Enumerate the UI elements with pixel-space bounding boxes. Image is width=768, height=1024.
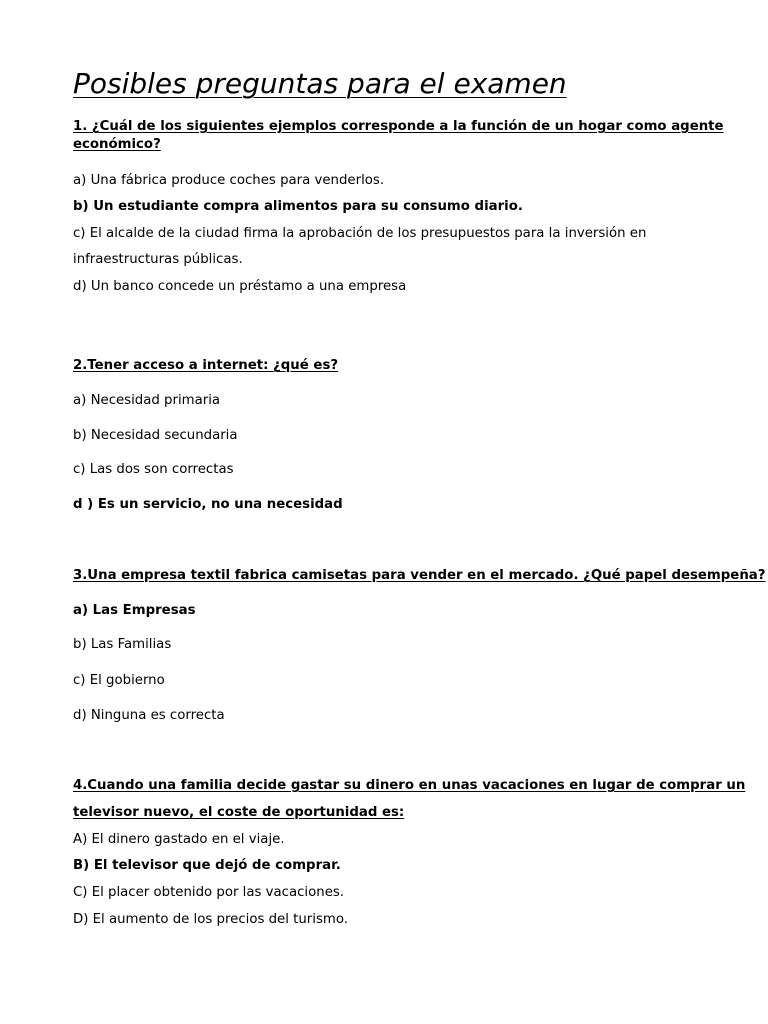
question-3-option-a-answer: a) Las Empresas (73, 603, 196, 618)
question-3-option-b: b) Las Familias (73, 637, 172, 652)
question-1-option-a: a) Una fábrica produce coches para venderlos. (73, 173, 385, 188)
question-1-text-line-2: económico? (73, 137, 161, 152)
question-4-option-c: C) El placer obtenido por las vacaciones. (73, 885, 345, 900)
page-title: Posibles preguntas para el examen (73, 67, 567, 100)
question-2-text: 2.Tener acceso a internet: ¿qué es? (73, 358, 339, 373)
question-1-text-line-1: 1. ¿Cuál de los siguientes ejemplos corresponde a la función de un hogar como agente (73, 119, 724, 134)
question-4-option-d: D) El aumento de los precios del turismo. (73, 912, 348, 927)
question-4-option-b-answer: B) El televisor que dejó de comprar. (73, 858, 341, 873)
question-2-option-a: a) Necesidad primaria (73, 393, 221, 408)
question-3-text: 3.Una empresa textil fabrica camisetas para vender en el mercado. ¿Qué papel desempeña? (73, 568, 766, 583)
question-2-option-d-answer: d ) Es un servicio, no una necesidad (73, 497, 343, 512)
question-1-option-c: c) El alcalde de la ciudad firma la aprobación de los presupuestos para la inversión en (73, 226, 647, 241)
question-4-text-line-1: 4.Cuando una familia decide gastar su dinero en unas vacaciones en lugar de comprar un (73, 778, 746, 793)
question-1-option-c-continued: infraestructuras públicas. (73, 252, 243, 267)
question-2-option-b: b) Necesidad secundaria (73, 428, 238, 443)
question-2-option-c: c) Las dos son correctas (73, 462, 234, 477)
question-4-option-a: A) El dinero gastado en el viaje. (73, 832, 285, 847)
question-1-option-d: d) Un banco concede un préstamo a una empresa (73, 279, 407, 294)
question-4-text-line-2: televisor nuevo, el coste de oportunidad es: (73, 805, 405, 820)
question-3-option-c: c) El gobierno (73, 673, 165, 688)
question-3-option-d: d) Ninguna es correcta (73, 708, 225, 723)
question-1-option-b-answer: b) Un estudiante compra alimentos para su consumo diario. (73, 199, 523, 214)
